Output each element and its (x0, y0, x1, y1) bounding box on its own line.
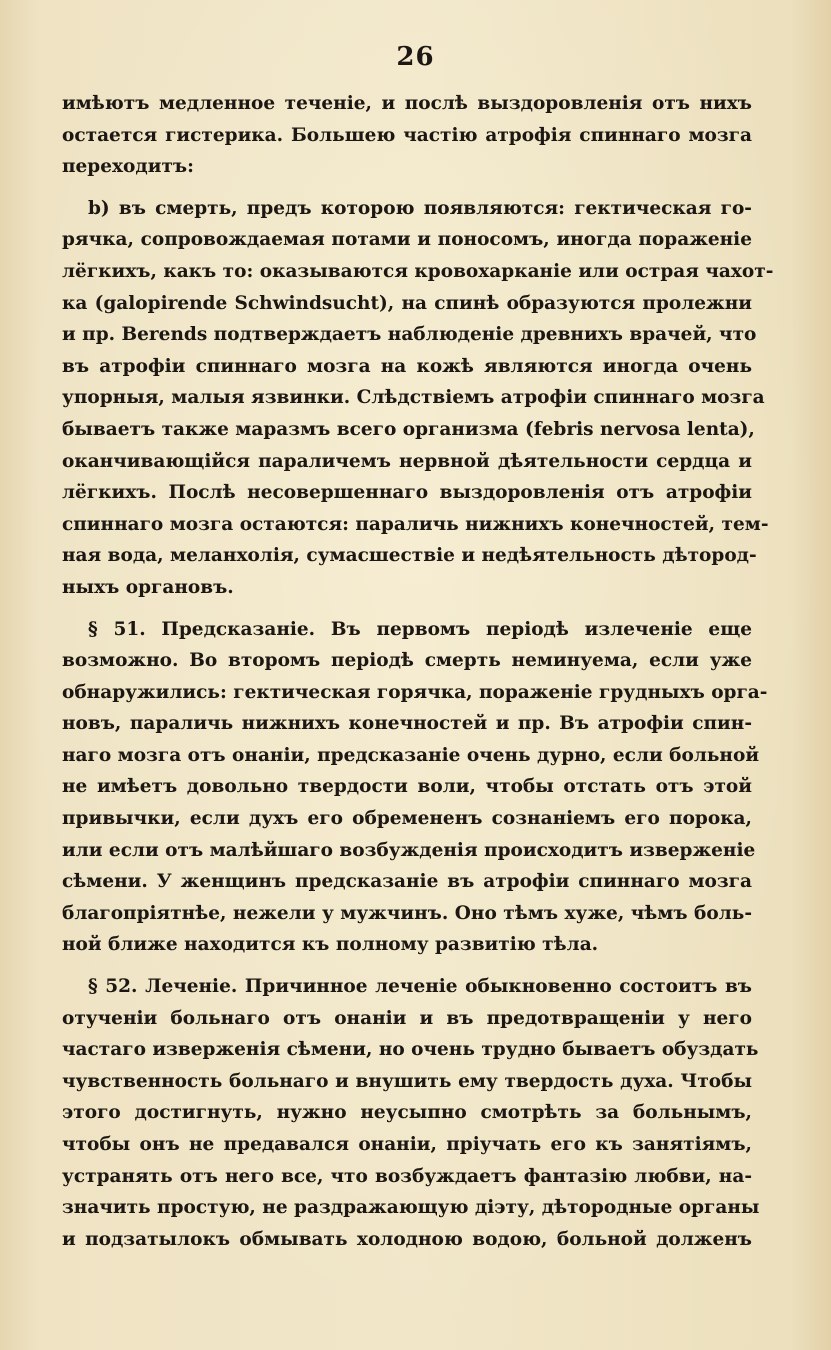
text-line: § 52. Леченіе. Причинное леченіе обыкновенно состоитъ въ (88, 976, 752, 998)
text-line: и подзатылокъ обмывать холодною водою, больной долженъ (62, 1228, 752, 1250)
text-line: привычки, если духъ его обремененъ сознаніемъ его порока, (62, 808, 752, 830)
text-line: частаго изверженія сѣмени, но очень трудно бываетъ обуздать (62, 1039, 759, 1061)
text-line: бываетъ также маразмъ всего организма (febris nervosa lenta), (62, 418, 755, 440)
text-line: чтобы онъ не предавался онаніи, пріучать его къ занятіямъ, (62, 1134, 752, 1155)
text-line: значить простую, не раздражающую діэту, дѣтородные органы (62, 1197, 760, 1219)
text-line: спиннаго мозга остаются: параличь нижнихъ конечностей, тем- (62, 513, 769, 535)
text-line: лёгкихъ. Послѣ несовершеннаго выздоровленія отъ атрофіи (62, 482, 752, 504)
text-line: новъ, параличь нижнихъ конечностей и пр. Въ атрофіи спин- (62, 713, 752, 735)
text-line: рячка, сопровождаемая потами и поносомъ, иногда пораженіе (62, 229, 752, 251)
text-line: остается гистерика. Большею частію атрофія спиннаго мозга (62, 124, 752, 146)
text-line: ная вода, меланхолія, сумасшествіе и недѣятельность дѣтород- (62, 545, 757, 567)
text-line: § 51. Предсказаніе. Въ первомъ періодѣ излеченіе еще (88, 618, 752, 640)
page-number: 26 (396, 42, 435, 72)
text-line: наго мозга отъ онаніи, предсказаніе очень дурно, если больной (62, 744, 760, 766)
text-line: лёгкихъ, какъ то: оказываются кровохарканіе или острая чахот- (62, 260, 774, 282)
paragraph (62, 971, 760, 1255)
text-line: упорныя, малыя язвинки. Слѣдствіемъ атрофіи спиннаго мозга (62, 387, 765, 409)
text-line: и пр. Berends подтверждаетъ наблюденіе древнихъ врачей, что (62, 324, 757, 346)
text-line: этого достигнуть, нужно неусыпно смотрѣть за больнымъ, (62, 1102, 752, 1124)
text-line: оканчивающійся параличемъ нервной дѣятельности сердца и (62, 450, 752, 472)
text-line: ныхъ органовъ. (62, 576, 234, 598)
text-line: имѣютъ медленное теченіе, и послѣ выздоровленія отъ нихъ (62, 93, 752, 114)
text-line: b) въ смерть, предъ которою появляются: гектическая го- (88, 197, 752, 219)
body-text (62, 88, 774, 1255)
text-line: чувственность больнаго и внушить ему твердость духа. Чтобы (62, 1070, 752, 1092)
text-line: или если отъ малѣйшаго возбужденія происходитъ изверженіе (62, 839, 756, 861)
paragraph (62, 193, 774, 604)
text-line: устранять отъ него все, что возбуждаетъ фантазію любви, на- (62, 1165, 752, 1187)
text-line: благопріятнѣе, нежели у мужчинъ. Оно тѣмъ хуже, чѣмъ боль- (62, 902, 752, 924)
text-line: переходитъ: (62, 156, 194, 178)
text-line: возможно. Во второмъ періодѣ смерть неминуема, если уже (62, 650, 752, 672)
paragraph (62, 614, 768, 962)
text-line: сѣмени. У женщинъ предсказаніе въ атрофіи спиннаго мозга (62, 871, 752, 893)
text-line: отученіи больнаго отъ онаніи и въ предотвращеніи у него (62, 1007, 752, 1029)
text-line: ной ближе находится къ полному развитію тѣла. (62, 934, 599, 956)
text-line: въ атрофіи спиннаго мозга на кожѣ являются иногда очень (62, 355, 752, 377)
paragraph (62, 88, 752, 183)
text-line: не имѣетъ довольно твердости воли, чтобы отстать отъ этой (62, 776, 752, 798)
text-line: ка (galopirende Schwindsucht), на спинѣ образуются пролежни (62, 292, 752, 314)
text-line: обнаружились: гектическая горячка, пораженіе грудныхъ орга- (62, 681, 768, 703)
